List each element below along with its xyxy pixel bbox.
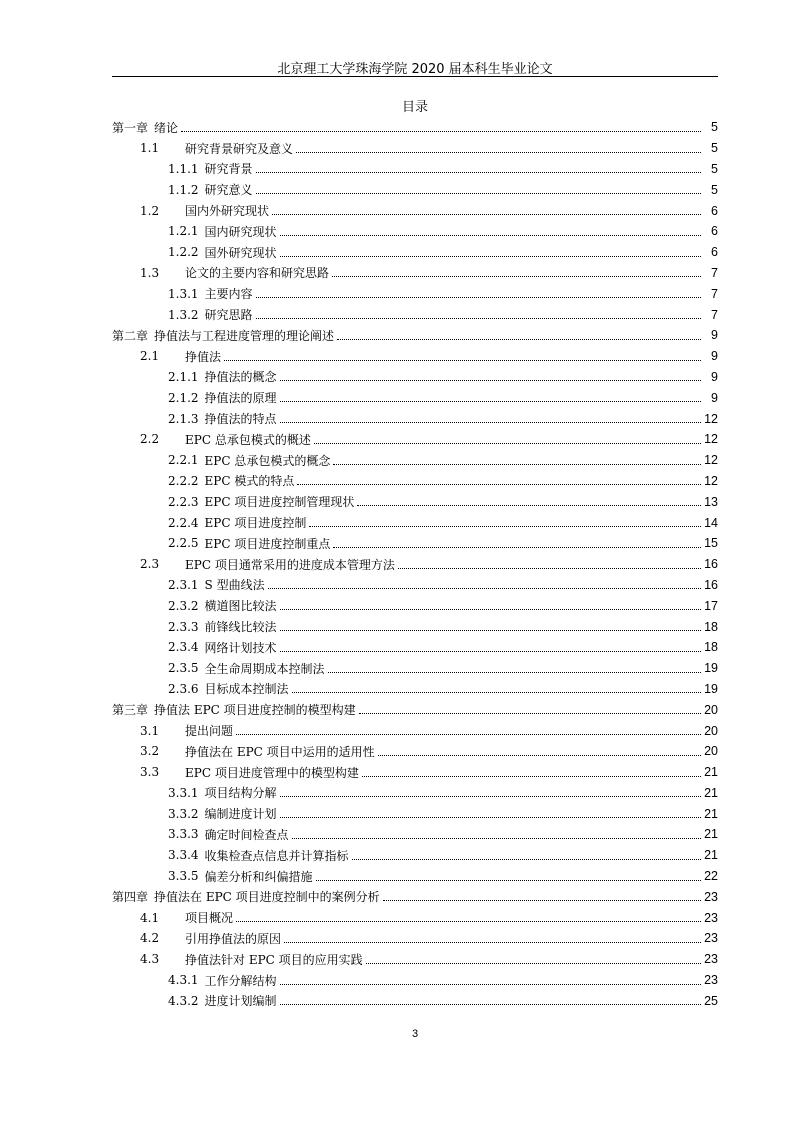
toc-entry-page: 5 — [711, 161, 718, 176]
toc-entry-number: 2.3.5 — [168, 661, 199, 676]
toc-entry[interactable] — [112, 346, 718, 367]
toc-entry-page: 7 — [711, 286, 718, 301]
toc-entry-title: 引用挣值法的原因 — [185, 931, 282, 946]
toc-entry-number: 2.1.1 — [168, 369, 199, 384]
toc-entry[interactable] — [112, 741, 718, 762]
toc-entry[interactable] — [112, 554, 718, 575]
dot-leader — [280, 796, 701, 797]
toc-entry-page: 5 — [711, 182, 718, 197]
toc-entry-title: 横道图比较法 — [204, 599, 277, 614]
dot-leader — [256, 318, 701, 319]
dot-leader — [314, 443, 701, 444]
toc-entry-number: 第三章 — [112, 703, 149, 718]
dot-leader — [366, 963, 701, 964]
toc-entry-page: 21 — [704, 848, 718, 863]
toc-entry-page: 19 — [704, 681, 718, 696]
toc-entry[interactable] — [112, 720, 718, 741]
toc-entry[interactable] — [112, 990, 718, 1011]
toc-entry-title: 国内研究现状 — [204, 224, 277, 239]
dot-leader — [256, 193, 701, 194]
toc-entry-number: 2.1.2 — [168, 390, 199, 405]
toc-entry-number: 2.1 — [140, 349, 160, 364]
toc-entry-page: 15 — [704, 536, 718, 551]
dot-leader — [398, 568, 701, 569]
toc-entry-title: 确定时间检查点 — [204, 827, 289, 842]
toc-entry-number: 4.3.2 — [168, 993, 199, 1008]
toc-entry-page: 9 — [711, 349, 718, 364]
toc-entry-title: EPC 项目进度控制重点 — [204, 536, 331, 551]
toc-entry-number: 3.3 — [140, 765, 160, 780]
toc-entry-page: 12 — [704, 473, 718, 488]
toc-entry-page: 20 — [704, 744, 718, 759]
toc-entry-page: 5 — [711, 141, 718, 156]
toc-entry-page: 23 — [704, 931, 718, 946]
toc-entry-number: 4.3 — [140, 952, 160, 967]
toc-entry-page: 23 — [704, 973, 718, 988]
toc-entry[interactable] — [112, 512, 718, 533]
toc-entry-title: 主要内容 — [204, 287, 253, 302]
toc-entry-title: EPC 项目进度控制管理现状 — [204, 495, 355, 510]
toc-entry[interactable] — [112, 221, 718, 242]
toc-entry-number: 2.3.3 — [168, 619, 199, 634]
toc-entry-number: 2.2.1 — [168, 453, 199, 468]
toc-entry-title: 挣值法 EPC 项目进度控制的模型构建 — [154, 703, 356, 718]
toc-entry-title: 国内外研究现状 — [185, 204, 270, 219]
dot-leader — [292, 838, 701, 839]
toc-entry-page: 13 — [704, 494, 718, 509]
dot-leader — [337, 339, 701, 340]
toc-entry-page: 12 — [704, 453, 718, 468]
dot-leader — [292, 692, 701, 693]
toc-entry-title: 项目概况 — [185, 911, 234, 926]
toc-entry-number: 第二章 — [112, 328, 149, 343]
toc-entry-page: 20 — [704, 723, 718, 738]
dot-leader — [280, 401, 701, 402]
toc-entry-title: 挣值法 — [185, 349, 222, 364]
toc-entry-title: 编制进度计划 — [204, 807, 277, 822]
toc-entry-page: 18 — [704, 640, 718, 655]
dot-leader — [357, 505, 701, 506]
toc-entry[interactable] — [112, 803, 718, 824]
toc-entry-number: 2.3 — [140, 557, 160, 572]
toc-entry[interactable] — [112, 159, 718, 180]
toc-entry-page: 12 — [704, 432, 718, 447]
dot-leader — [296, 152, 701, 153]
toc-entry-number: 2.2.5 — [168, 536, 199, 551]
toc-entry[interactable] — [112, 367, 718, 388]
toc-entry[interactable] — [112, 699, 718, 720]
toc-entry-number: 4.3.1 — [168, 973, 199, 988]
toc-entry-title: 偏差分析和纠偏措施 — [204, 869, 313, 884]
dot-leader — [181, 131, 701, 132]
toc-entry-page: 25 — [704, 993, 718, 1008]
toc-entry-number: 4.1 — [140, 910, 160, 925]
toc-entry[interactable] — [112, 263, 718, 284]
dot-leader — [328, 672, 701, 673]
toc-entry-number: 2.2.2 — [168, 473, 199, 488]
toc-entry[interactable] — [112, 491, 718, 512]
toc-entry-title: 项目结构分解 — [204, 786, 277, 801]
toc-entry[interactable] — [112, 845, 718, 866]
running-header: 北京理工大学珠海学院 2020 届本科生毕业论文 — [277, 62, 553, 77]
toc-entry-title: 目标成本控制法 — [204, 682, 289, 697]
header-rule — [112, 76, 718, 77]
toc-entry[interactable] — [112, 928, 718, 949]
toc-entry-title: 提出问题 — [185, 724, 234, 738]
dot-leader — [333, 464, 701, 465]
toc-entry-number: 1.2 — [140, 203, 160, 218]
toc-entry-title: 挣值法在 EPC 项目中运用的适用性 — [185, 744, 375, 759]
toc-entry-number: 1.2.1 — [168, 224, 199, 239]
toc-entry[interactable] — [112, 658, 718, 679]
dot-leader — [280, 651, 701, 652]
dot-leader — [297, 484, 701, 485]
toc-entry[interactable] — [112, 179, 718, 200]
toc-entry-page: 23 — [704, 952, 718, 967]
toc-entry-number: 3.3.4 — [168, 848, 199, 863]
toc-entry-title: 研究背景 — [204, 162, 253, 177]
toc-entry-page: 17 — [704, 598, 718, 613]
toc-entry-number: 第四章 — [112, 890, 149, 905]
toc-entry-title: EPC 总承包模式的概念 — [204, 453, 331, 468]
toc-entry-page: 21 — [704, 827, 718, 842]
toc-entry-page: 9 — [711, 369, 718, 384]
toc-entry[interactable] — [112, 949, 718, 970]
toc-entry-page: 6 — [711, 224, 718, 239]
toc-entry-title: EPC 项目进度控制 — [204, 516, 307, 531]
toc-entry-number: 2.2.4 — [168, 515, 199, 530]
toc-entry-title: 挣值法针对 EPC 项目的应用实践 — [185, 952, 363, 967]
toc-entry-number: 2.2.3 — [168, 494, 199, 509]
toc-entry-title: 挣值法的特点 — [204, 412, 277, 427]
dot-leader — [332, 276, 701, 277]
toc-entry-number: 1.3.2 — [168, 307, 199, 322]
dot-leader — [256, 297, 701, 298]
toc-entry[interactable] — [112, 824, 718, 845]
toc-entry-title: 挣值法的原理 — [204, 391, 277, 406]
toc-entry[interactable] — [112, 679, 718, 700]
toc-entry[interactable] — [112, 886, 718, 907]
dot-leader — [256, 172, 701, 173]
toc-entry-title: 挣值法在 EPC 项目进度控制中的案例分析 — [154, 890, 380, 905]
toc-entry-page: 7 — [711, 265, 718, 280]
toc-entry[interactable] — [112, 866, 718, 887]
toc-entry-number: 3.2 — [140, 744, 160, 759]
toc-entry[interactable] — [112, 387, 718, 408]
toc-entry-number: 2.1.3 — [168, 411, 199, 426]
dot-leader — [333, 547, 701, 548]
toc-entry-number: 3.3.3 — [168, 827, 199, 842]
dot-leader — [359, 713, 701, 714]
toc-entry-title: 挣值法与工程进度管理的理论阐述 — [154, 328, 335, 343]
dot-leader — [236, 921, 701, 922]
dot-leader — [236, 734, 701, 735]
toc-entry-number: 2.3.4 — [168, 640, 199, 655]
dot-leader — [316, 880, 701, 881]
dot-leader — [224, 360, 701, 361]
toc-entry-page: 9 — [711, 390, 718, 405]
toc-entry-page: 9 — [711, 328, 718, 343]
toc-entry-number: 1.1.2 — [168, 182, 199, 197]
toc-entry-number: 1.3 — [140, 265, 160, 280]
toc-entry[interactable] — [112, 117, 718, 138]
toc-entry[interactable] — [112, 304, 718, 325]
toc-entry-page: 18 — [704, 619, 718, 634]
toc-entry-title: 研究背景研究及意义 — [185, 141, 294, 156]
dot-leader — [362, 776, 701, 777]
toc-entry-page: 21 — [704, 765, 718, 780]
toc-entry[interactable] — [112, 637, 718, 658]
toc-entry[interactable] — [112, 533, 718, 554]
toc-entry-number: 2.3.2 — [168, 598, 199, 613]
toc-entry-page: 14 — [704, 515, 718, 530]
toc-entry[interactable] — [112, 595, 718, 616]
toc-entry-page: 6 — [711, 245, 718, 260]
toc-entry-number: 3.3.5 — [168, 869, 199, 884]
toc-entry-number: 2.2 — [140, 432, 160, 447]
toc-entry-page: 23 — [704, 889, 718, 904]
dot-leader — [280, 422, 701, 423]
dot-leader — [309, 526, 701, 527]
toc-entry[interactable] — [112, 616, 718, 637]
toc-entry-page: 19 — [704, 661, 718, 676]
toc-entry-title: EPC 项目进度管理中的模型构建 — [185, 765, 359, 780]
dot-leader — [383, 900, 701, 901]
dot-leader — [280, 1004, 701, 1005]
dot-leader — [272, 214, 701, 215]
toc-entry-title: 研究意义 — [204, 183, 253, 198]
toc-entry-number: 3.3.1 — [168, 785, 199, 800]
toc-entry-page: 7 — [711, 307, 718, 322]
dot-leader — [280, 609, 701, 610]
dot-leader — [280, 256, 701, 257]
toc-entry-page: 20 — [704, 702, 718, 717]
toc-entry-title: 论文的主要内容和研究思路 — [185, 266, 330, 281]
toc-entry-title: S 型曲线法 — [204, 578, 265, 593]
toc-entry[interactable] — [112, 138, 718, 159]
toc-entry-number: 4.2 — [140, 931, 160, 946]
toc-title: 目录 — [401, 100, 428, 115]
toc-entry-title: 网络计划技术 — [204, 640, 277, 655]
toc-entry[interactable] — [112, 762, 718, 783]
toc-entry[interactable] — [112, 429, 718, 450]
toc-entry[interactable] — [112, 242, 718, 263]
toc-entry-title: 前锋线比较法 — [204, 620, 277, 635]
toc-entry-number: 2.3.6 — [168, 681, 199, 696]
toc-entry-number: 2.3.1 — [168, 577, 199, 592]
toc-entry[interactable] — [112, 907, 718, 928]
toc-entry-number: 1.3.1 — [168, 286, 199, 301]
table-of-contents — [112, 117, 718, 1011]
dot-leader — [378, 755, 701, 756]
toc-entry[interactable] — [112, 325, 718, 346]
toc-entry[interactable] — [112, 575, 718, 596]
toc-entry[interactable] — [112, 783, 718, 804]
toc-entry[interactable] — [112, 450, 718, 471]
toc-entry-number: 1.1.1 — [168, 161, 199, 176]
dot-leader — [280, 235, 701, 236]
toc-entry-page: 6 — [711, 203, 718, 218]
toc-entry-page: 16 — [704, 577, 718, 592]
dot-leader — [284, 942, 701, 943]
toc-entry-page: 21 — [704, 806, 718, 821]
toc-entry-title: 全生命周期成本控制法 — [204, 661, 325, 676]
dot-leader — [268, 588, 701, 589]
toc-entry-page: 21 — [704, 785, 718, 800]
page-number: 3 — [411, 1028, 419, 1040]
toc-entry-number: 1.2.2 — [168, 245, 199, 260]
toc-entry-page: 22 — [704, 869, 718, 884]
dot-leader — [352, 859, 701, 860]
toc-entry-title: 挣值法的概念 — [204, 370, 277, 385]
toc-entry-number: 3.3.2 — [168, 806, 199, 821]
toc-entry-page: 12 — [704, 411, 718, 426]
toc-entry-page: 5 — [711, 120, 718, 135]
toc-entry-title: 绪论 — [154, 120, 179, 135]
toc-entry-title: 收集检查点信息并计算指标 — [204, 848, 349, 863]
dot-leader — [280, 817, 701, 818]
dot-leader — [280, 380, 701, 381]
toc-entry[interactable] — [112, 970, 718, 991]
toc-entry-number: 第一章 — [112, 120, 149, 135]
toc-entry[interactable] — [112, 471, 718, 492]
toc-entry-title: EPC 总承包模式的概述 — [185, 432, 311, 447]
toc-entry-title: EPC 模式的特点 — [204, 474, 295, 489]
toc-entry-page: 16 — [704, 557, 718, 572]
toc-entry-number: 1.1 — [140, 141, 160, 156]
toc-entry-title: 国外研究现状 — [204, 245, 277, 260]
toc-entry-number: 3.1 — [140, 723, 160, 738]
toc-entry[interactable] — [112, 200, 718, 221]
toc-entry-title: 进度计划编制 — [204, 994, 277, 1009]
toc-entry[interactable] — [112, 408, 718, 429]
toc-entry-title: EPC 项目通常采用的进度成本管理方法 — [185, 557, 395, 572]
toc-entry-title: 工作分解结构 — [204, 973, 277, 988]
dot-leader — [280, 984, 701, 985]
toc-entry[interactable] — [112, 283, 718, 304]
toc-entry-title: 研究思路 — [204, 308, 253, 323]
toc-entry-page: 23 — [704, 910, 718, 925]
dot-leader — [280, 630, 701, 631]
